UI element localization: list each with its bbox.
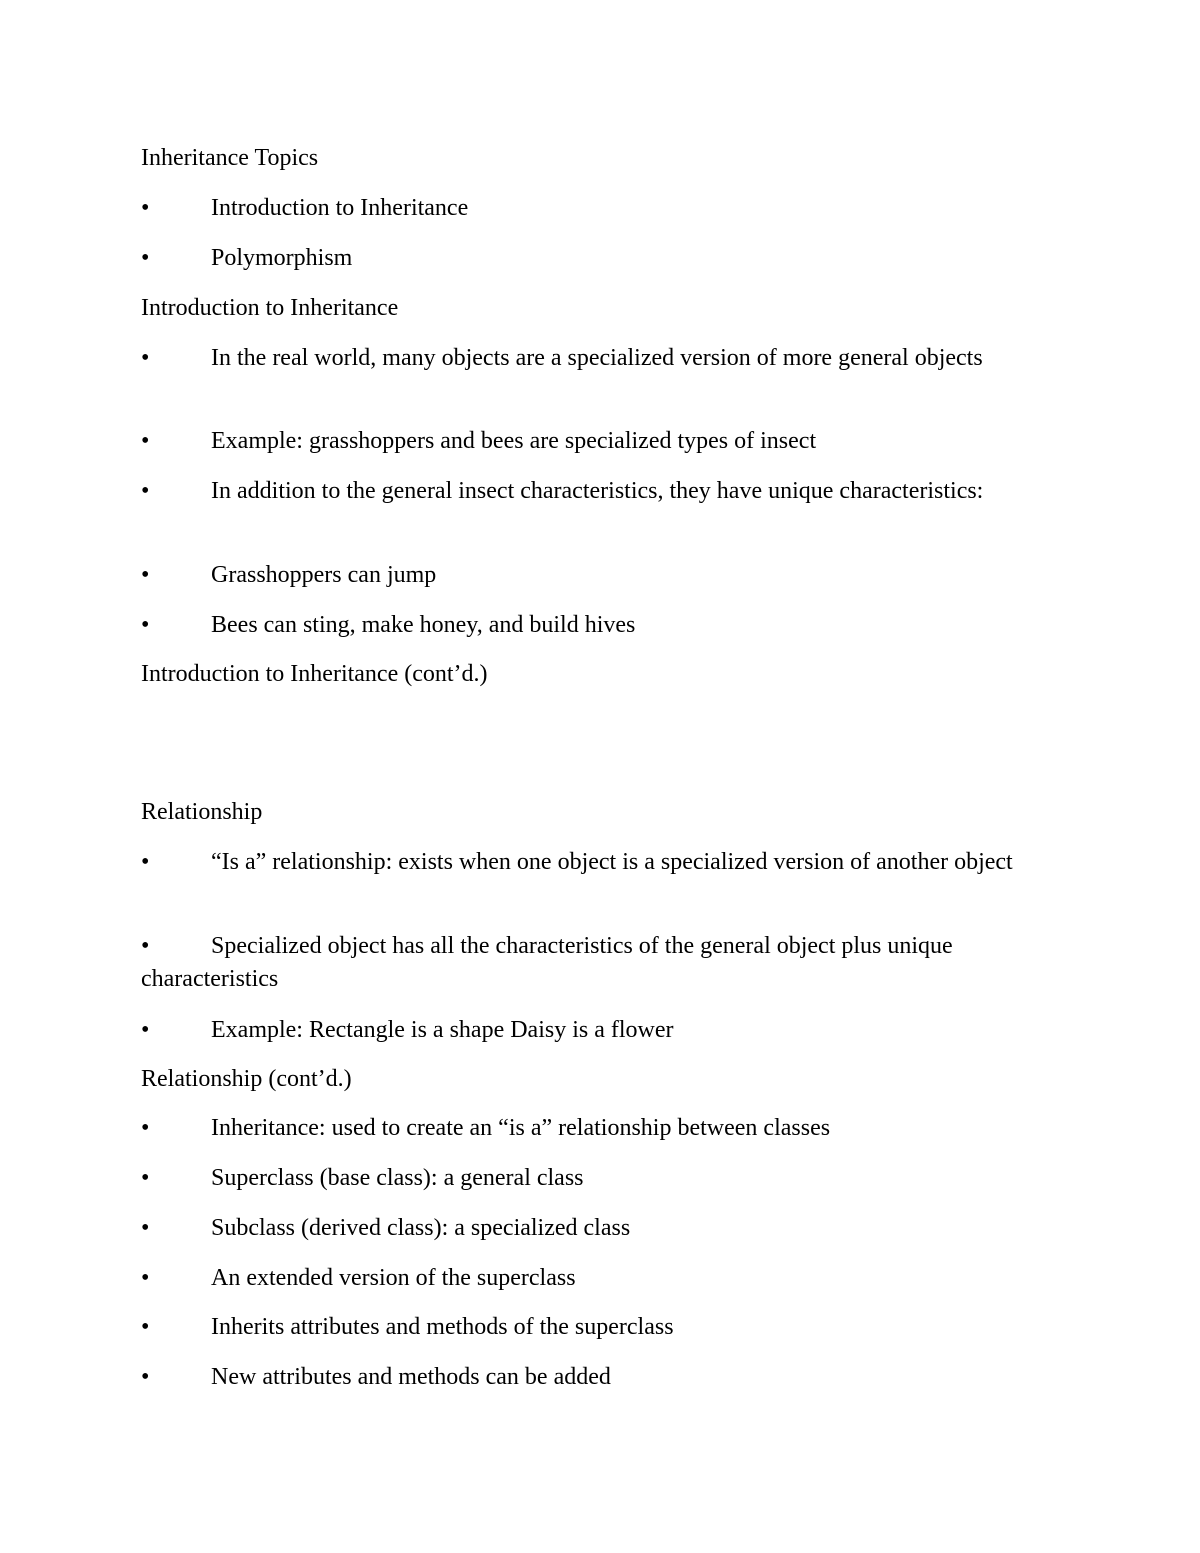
bullet-text: Subclass (derived class): a specialized class <box>211 1215 631 1241</box>
bullet-item <box>141 475 1081 508</box>
heading-text: Inheritance Topics <box>141 145 319 171</box>
bullet-item <box>141 1014 1081 1047</box>
bullet-text: In the real world, many objects are a specialized version of more general objects <box>211 345 983 371</box>
bullet-item <box>141 1212 1081 1245</box>
bullet-marker: • <box>141 195 150 221</box>
bullet-marker: • <box>141 562 150 588</box>
bullet-marker: • <box>141 1017 150 1043</box>
bullet-text: Example: Rectangle is a shape Daisy is a flower <box>211 1017 674 1043</box>
bullet-text: Inherits attributes and methods of the superclass <box>211 1314 674 1340</box>
bullet-item <box>141 609 1081 642</box>
heading-text: Relationship (cont’d.) <box>141 1066 352 1092</box>
bullet-text: New attributes and methods can be added <box>211 1364 611 1390</box>
bullet-item <box>141 1112 1081 1145</box>
heading-text: Introduction to Inheritance (cont’d.) <box>141 661 488 687</box>
bullet-text: Example: grasshoppers and bees are specialized types of insect <box>211 428 817 454</box>
bullet-marker: • <box>141 245 150 271</box>
bullet-marker: • <box>141 428 150 454</box>
section-heading <box>141 658 1081 691</box>
section-heading <box>141 796 1081 829</box>
bullet-item <box>141 559 1081 592</box>
bullet-text: Introduction to Inheritance <box>211 195 469 221</box>
bullet-marker: • <box>141 1115 150 1141</box>
bullet-marker: • <box>141 1364 150 1390</box>
bullet-marker: • <box>141 933 150 959</box>
bullet-item <box>141 342 1081 375</box>
bullet-marker: • <box>141 478 150 504</box>
bullet-item <box>141 1162 1081 1195</box>
bullet-text: Superclass (base class): a general class <box>211 1165 584 1191</box>
bullet-text: Specialized object has all the characteristics of the general object plus unique characteristics <box>141 933 953 992</box>
bullet-item <box>141 192 1081 225</box>
bullet-item <box>141 425 1081 458</box>
bullet-marker: • <box>141 1265 150 1291</box>
bullet-text: Grasshoppers can jump <box>211 562 437 588</box>
bullet-text: Inheritance: used to create an “is a” relationship between classes <box>211 1115 831 1141</box>
section-heading <box>141 292 1081 325</box>
bullet-marker: • <box>141 1215 150 1241</box>
bullet-item <box>141 1361 1081 1394</box>
bullet-marker: • <box>141 345 150 371</box>
bullet-text: Polymorphism <box>211 245 353 271</box>
section-heading <box>141 142 1081 175</box>
bullet-text: An extended version of the superclass <box>211 1265 576 1291</box>
bullet-text: “Is a” relationship: exists when one object is a specialized version of another object <box>211 849 1013 875</box>
bullet-item <box>141 846 1081 879</box>
heading-text: Relationship <box>141 799 263 825</box>
bullet-item <box>141 1311 1081 1344</box>
bullet-text: In addition to the general insect characteristics, they have unique characteristics: <box>211 478 984 504</box>
bullet-text: Bees can sting, make honey, and build hives <box>211 612 636 638</box>
bullet-item <box>141 930 1081 996</box>
heading-text: Introduction to Inheritance <box>141 295 399 321</box>
bullet-marker: • <box>141 1165 150 1191</box>
bullet-item <box>141 242 1081 275</box>
bullet-marker: • <box>141 612 150 638</box>
bullet-item <box>141 1262 1081 1295</box>
bullet-marker: • <box>141 1314 150 1340</box>
section-heading <box>141 1063 1081 1096</box>
bullet-marker: • <box>141 849 150 875</box>
